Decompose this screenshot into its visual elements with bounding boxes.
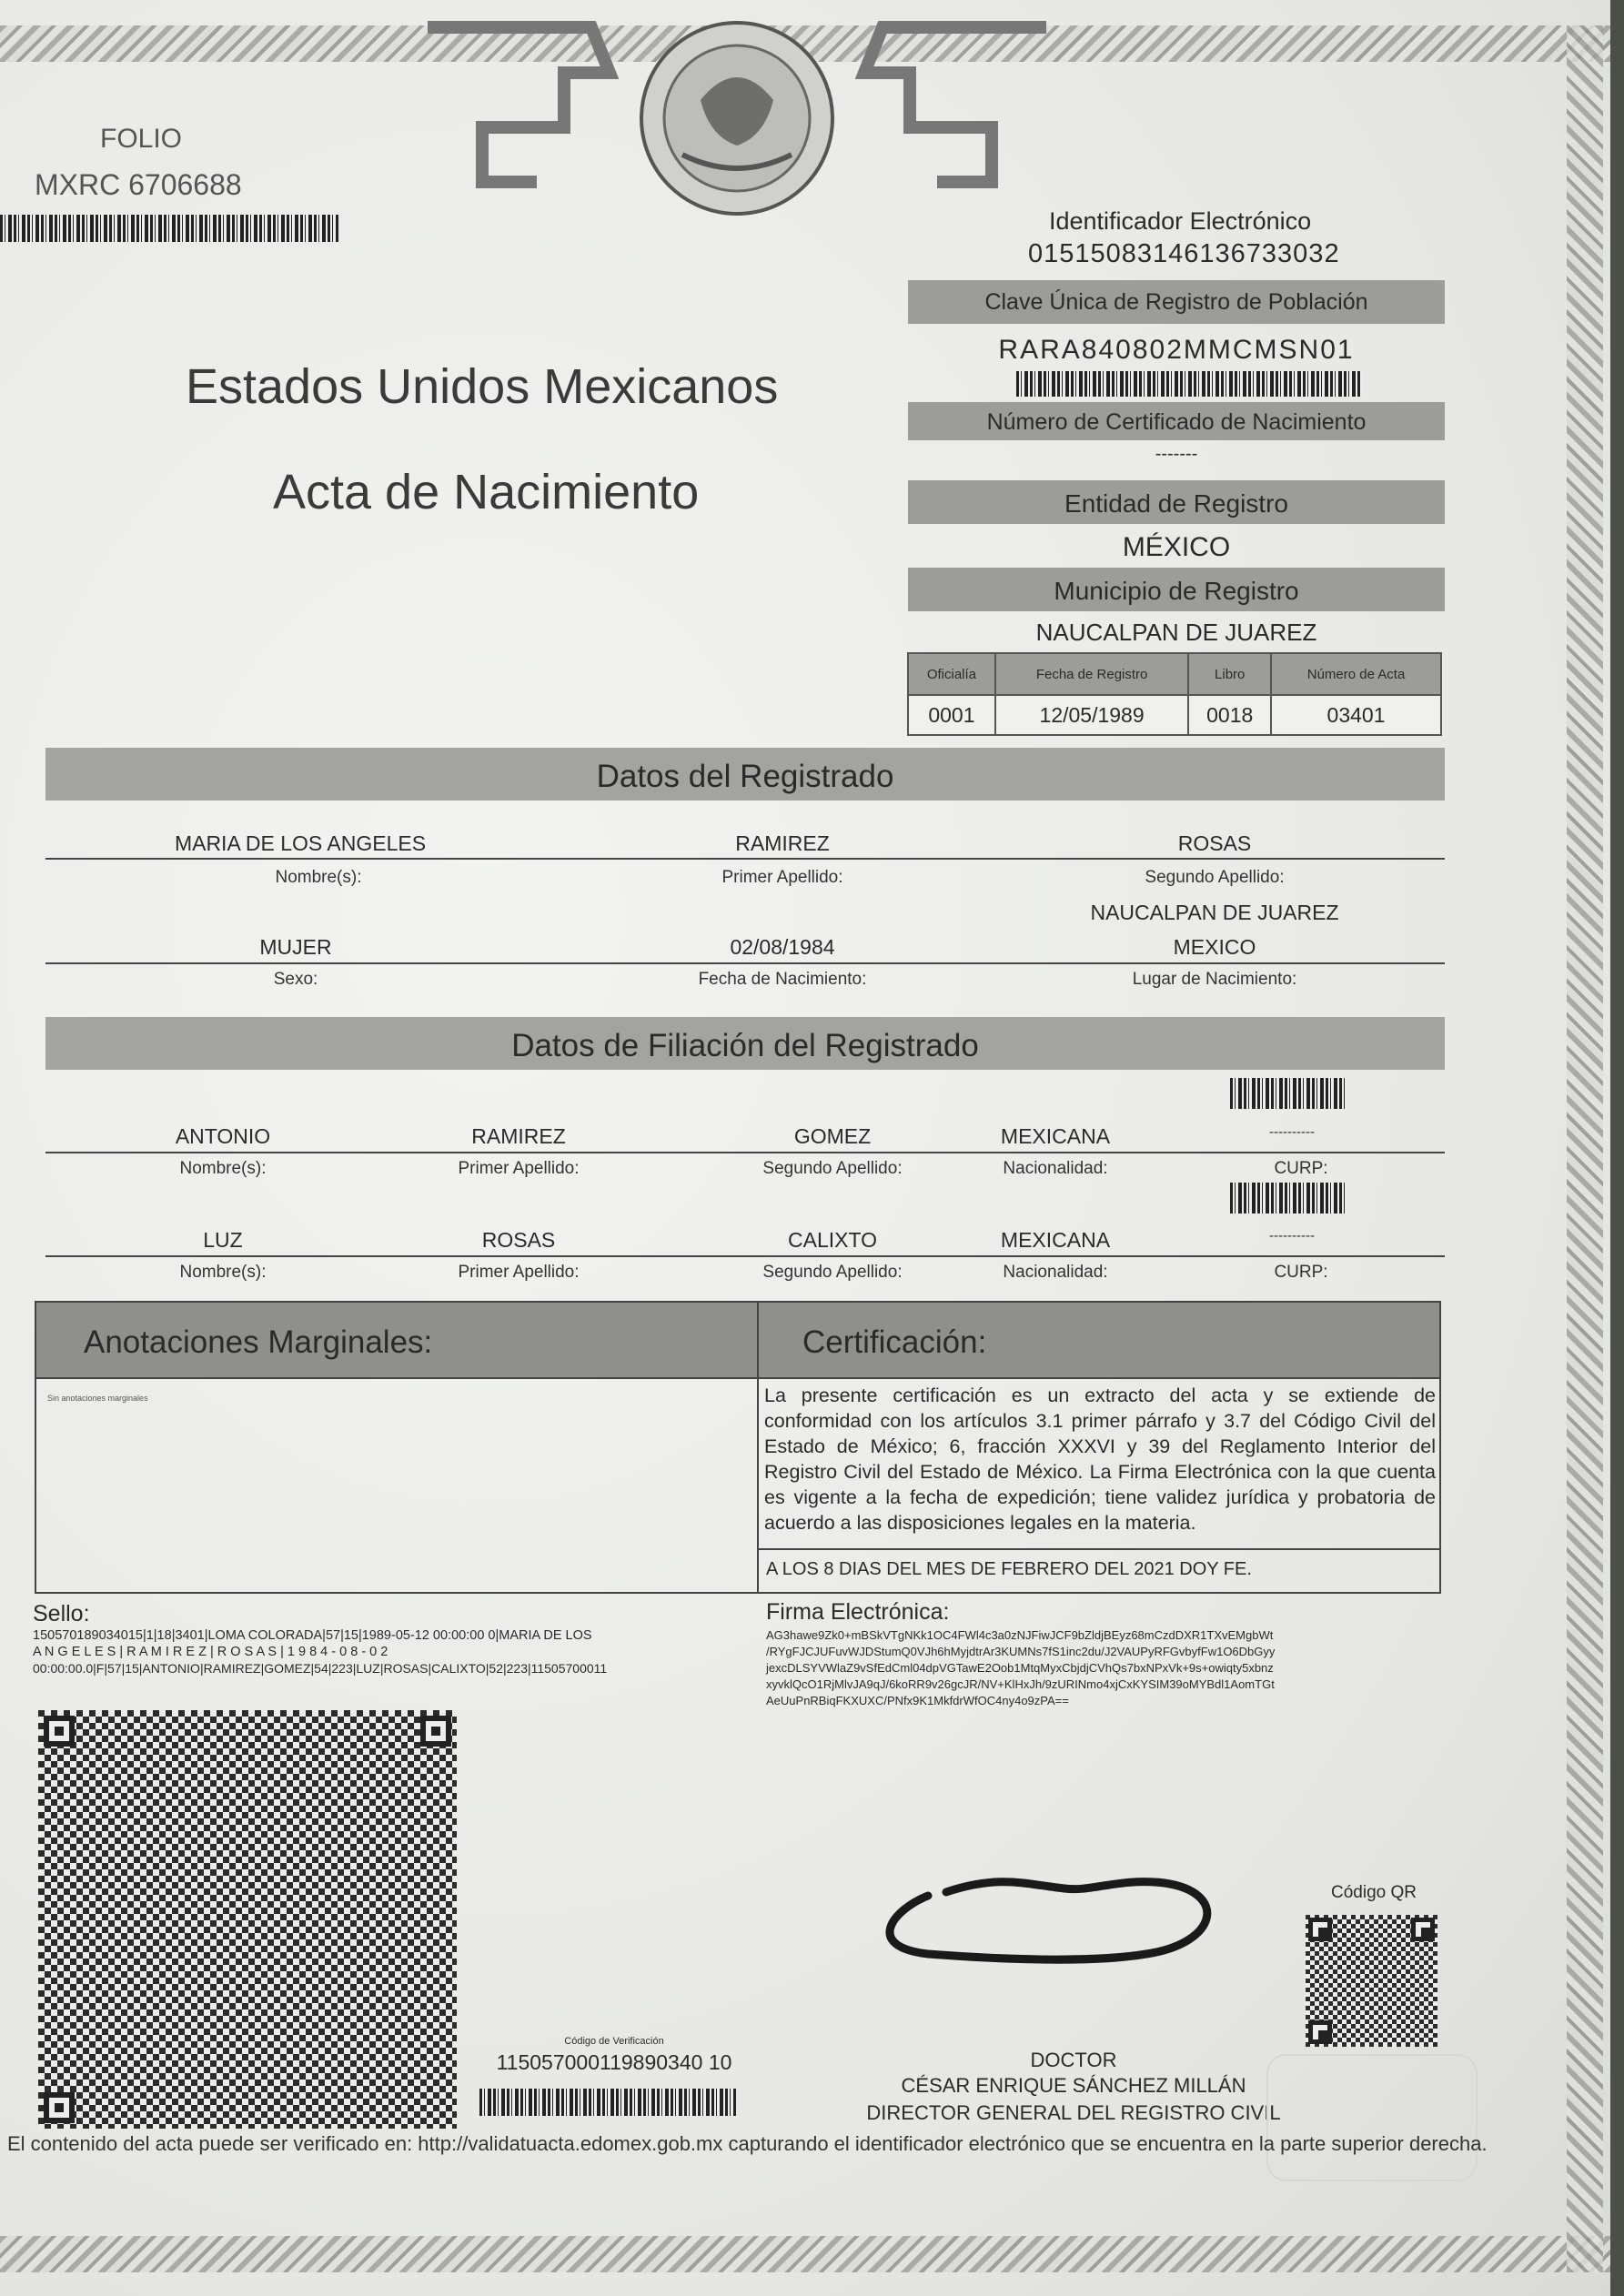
handwritten-signature (873, 1856, 1256, 1965)
verificacion-value: 115057000119890340 10 (496, 2050, 732, 2074)
padre-nombre: ANTONIO (175, 1124, 271, 1148)
value-libro: 0018 (1188, 695, 1271, 735)
anotaciones-header-line (36, 1377, 757, 1379)
anotaciones-text: Sin anotaciones marginales (47, 1394, 148, 1403)
firma-line-1: AG3hawe9Zk0+mBSkVTgNKk1OC4FWl4c3a0zNJFiwJCF9bZldjBEyz68mCzdDXR1TXvEMgbWt (766, 1628, 1274, 1642)
registrado-sexo: MUJER (259, 935, 332, 959)
firma-label: Firma Electrónica: (766, 1599, 950, 1625)
value-oficialia: 0001 (908, 695, 995, 735)
signer-title: DOCTOR (1030, 2049, 1117, 2071)
registrado-segundo-apellido-label: Segundo Apellido: (1145, 868, 1285, 887)
municipio-label: Municipio de Registro (1054, 577, 1299, 605)
curp-barcode (1016, 371, 1362, 397)
identificador-label: Identificador Electrónico (1049, 207, 1312, 235)
registrado-nombre-label: Nombre(s): (275, 868, 362, 887)
padre-curp-label: CURP: (1274, 1159, 1328, 1178)
certificado-label: Número de Certificado de Nacimiento (986, 409, 1367, 435)
madre-curp-barcode (1230, 1183, 1347, 1213)
footer-verification-note: El contenido del acta puede ser verificado en: http://validatuacta.edomex.gob.mx capturando el identificador electrónico que se encuentra en la parte superior derecha. (7, 2132, 1488, 2155)
registrado-lugar-estado: MEXICO (1173, 935, 1256, 959)
sello-line-3: 00:00:00.0|F|57|15|ANTONIO|RAMIREZ|GOMEZ|54|223|LUZ|ROSAS|CALIXTO|52|223|11505700011 (33, 1661, 608, 1676)
registrado-line-1 (45, 858, 1445, 860)
value-fecha-registro: 12/05/1989 (995, 695, 1189, 735)
registrado-line-2 (45, 962, 1445, 964)
entidad-label: Entidad de Registro (1064, 489, 1288, 518)
padre-curp-barcode (1230, 1078, 1347, 1109)
padre-line (45, 1152, 1445, 1153)
anotaciones-title: Anotaciones Marginales: (84, 1324, 433, 1360)
certificacion-text: La presente certificación es un extracto del acta y se extiende de conformidad con los artículos 3.1 primer párrafo y 3.7 del Código Civil del Estado de México; 6, fracción XXXVI y 39 del Reglamento Interior del Registro Civil del Estado de México. La Firma Electrónica con la que cuenta es vigente a la fecha de expedición; tiene validez jurídica y probatoria de acuerdo a las disposiciones legales en la materia. (764, 1385, 1436, 1534)
registro-table (907, 652, 1442, 736)
madre-curp: ---------- (1269, 1228, 1315, 1244)
padre-nacionalidad-label: Nacionalidad: (1003, 1159, 1108, 1178)
qr-finder-top-left (44, 1716, 75, 1747)
municipio-value: NAUCALPAN DE JUAREZ (1035, 619, 1317, 646)
header-libro: Libro (1188, 653, 1271, 695)
entidad-value: MÉXICO (1122, 532, 1231, 562)
folio-number: MXRC 6706688 (35, 168, 242, 201)
registrado-nombre: MARIA DE LOS ANGELES (174, 831, 427, 855)
qr-label: Código QR (1331, 1883, 1417, 1902)
firma-line-5: AeUuPnRBiqFKXUXC/PNfx9K1MkfdrWfOC4ny4o9zPA== (766, 1694, 1069, 1707)
firma-line-4: xyvklQcO1RjMlvJA9qJ/6koRR9v26gcJR/NV+KlHxJh/9zURINmo4xjCxKYSIM39oMYBdl1AomTGt (766, 1677, 1275, 1691)
sello-line-2: A N G E L E S | R A M I R E Z | R O S A S | 1 9 8 4 - 0 8 - 0 2 (33, 1645, 388, 1659)
verificacion-barcode (479, 2089, 736, 2116)
padre-segundo-apellido: GOMEZ (793, 1124, 872, 1148)
identificador-value: 01515083146136733032 (1028, 239, 1340, 268)
country-title: Estados Unidos Mexicanos (186, 359, 779, 414)
certificacion-divider (759, 1548, 1439, 1550)
folio-label: FOLIO (100, 124, 183, 154)
madre-primer-apellido-label: Primer Apellido: (458, 1263, 580, 1282)
sello-label: Sello: (33, 1601, 90, 1626)
padre-nombre-label: Nombre(s): (179, 1159, 267, 1178)
madre-nombre: LUZ (203, 1228, 243, 1252)
certificacion-fecha: A LOS 8 DIAS DEL MES DE FEBRERO DEL 2021 DOY FE. (766, 1559, 1252, 1579)
padre-nacionalidad: MEXICANA (1000, 1124, 1111, 1148)
small-qr-code (1306, 1915, 1437, 2047)
document-title: Acta de Nacimiento (273, 465, 700, 519)
header-fecha-registro: Fecha de Registro (995, 653, 1189, 695)
filiacion-section-title: Datos de Filiación del Registrado (511, 1028, 979, 1063)
registrado-segundo-apellido: ROSAS (1177, 831, 1252, 855)
small-qr-finder-bottom-left (1308, 2020, 1332, 2044)
registrado-lugar-label: Lugar de Nacimiento: (1132, 970, 1297, 989)
signer-name: CÉSAR ENRIQUE SÁNCHEZ MILLÁN (901, 2074, 1246, 2097)
header-oficialia: Oficialía (908, 653, 995, 695)
registrado-fecha-nacimiento: 02/08/1984 (730, 935, 835, 959)
madre-segundo-apellido: CALIXTO (788, 1228, 877, 1252)
registro-table-header (908, 653, 1441, 695)
madre-primer-apellido: ROSAS (481, 1228, 556, 1252)
folio-barcode (0, 215, 338, 242)
madre-segundo-apellido-label: Segundo Apellido: (762, 1263, 903, 1282)
registrado-primer-apellido-label: Primer Apellido: (721, 868, 843, 887)
certificacion-header-line (759, 1377, 1439, 1379)
small-qr-finder-top-left (1308, 1918, 1332, 1941)
registrado-section-title: Datos del Registrado (596, 759, 894, 794)
registrado-primer-apellido: RAMIREZ (735, 831, 830, 855)
verification-qr-code (38, 1710, 457, 2129)
coat-of-arms-emblem (428, 18, 1046, 237)
registrado-lugar-municipio: NAUCALPAN DE JUAREZ (1090, 901, 1339, 924)
stamp-placeholder-box (1266, 2054, 1478, 2181)
decorative-border-right (1567, 25, 1603, 2272)
firma-line-2: /RYgFJCJUFuvWJDStumQ0VJh6hMyjdtrAr3KUMNs7fS1inc2du/J2VAUPyRFGvbyfFw1O6DbGyy (766, 1645, 1276, 1658)
qr-finder-top-right (420, 1716, 451, 1747)
certificacion-title: Certificación: (802, 1324, 987, 1360)
padre-segundo-apellido-label: Segundo Apellido: (762, 1159, 903, 1178)
madre-line (45, 1255, 1445, 1257)
signer-position: DIRECTOR GENERAL DEL REGISTRO CIVIL (866, 2101, 1281, 2124)
madre-curp-label: CURP: (1274, 1263, 1328, 1282)
sello-line-1: 150570189034015|1|18|3401|LOMA COLORADA|57|15|1989-05-12 00:00:00 0|MARIA DE LOS (33, 1628, 592, 1643)
qr-finder-bottom-left (44, 2092, 75, 2123)
verificacion-label: Código de Verificación (564, 2036, 664, 2047)
registrado-sexo-label: Sexo: (273, 970, 318, 989)
padre-curp: ---------- (1269, 1124, 1315, 1140)
madre-nombre-label: Nombre(s): (179, 1263, 267, 1282)
registrado-fecha-nacimiento-label: Fecha de Nacimiento: (698, 970, 867, 989)
value-numero-acta: 03401 (1271, 695, 1441, 735)
small-qr-finder-top-right (1411, 1918, 1435, 1941)
curp-label: Clave Única de Registro de Población (984, 289, 1368, 315)
padre-primer-apellido: RAMIREZ (471, 1124, 566, 1148)
madre-nacionalidad: MEXICANA (1000, 1228, 1111, 1252)
certificado-value: ------- (1155, 444, 1198, 464)
decorative-border-bottom (0, 2236, 1610, 2272)
curp-value: RARA840802MMCMSN01 (998, 335, 1355, 365)
madre-nacionalidad-label: Nacionalidad: (1003, 1263, 1108, 1282)
header-numero-acta: Número de Acta (1271, 653, 1441, 695)
registro-table-values (908, 695, 1441, 735)
padre-primer-apellido-label: Primer Apellido: (458, 1159, 580, 1178)
firma-line-3: jexcDLSYVWlaZ9vSfEdCml04dpVGTawE2Oob1MtqMyxCbjdjCVhQs7bxNPxVk+9s+owiqty5xbnz (766, 1661, 1274, 1675)
